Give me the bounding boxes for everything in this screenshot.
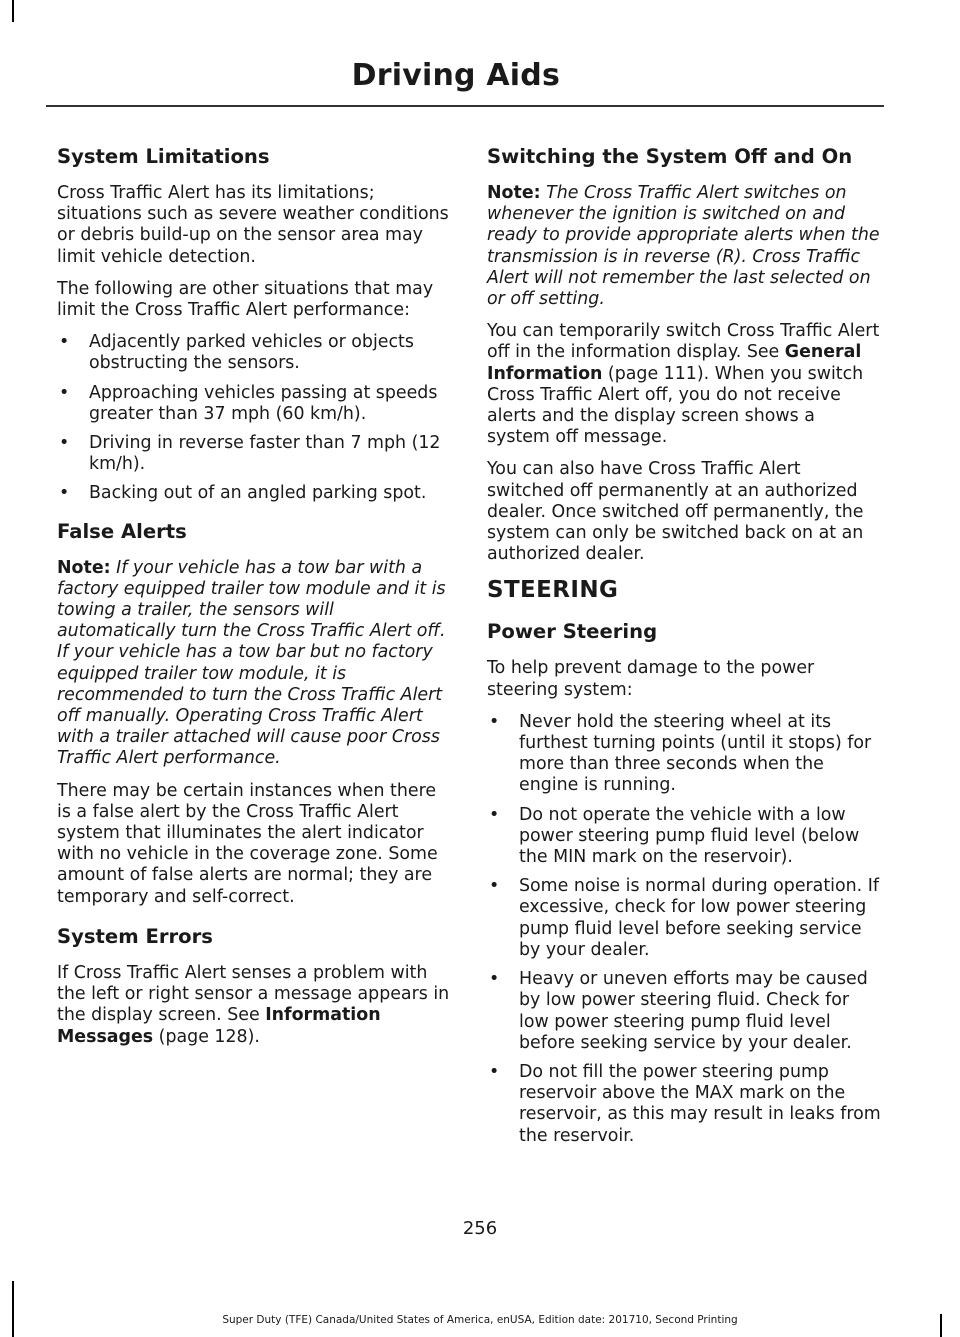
list-item: • Some noise is normal during operation. If excessive, check for low power steering pump fluid level before seeking service by your dealer. (487, 876, 882, 961)
right-column (487, 145, 882, 1156)
link-information-messages[interactable]: Information Messages (57, 1005, 381, 1047)
paragraph (57, 963, 452, 1048)
note-text: The Cross Traffic Alert switches on whenever the ignition is switched on and ready to provide appropriate alerts when the transmission is in reverse (R). Cross Traffic Alert will not remember the last selected on or off setting. (487, 183, 880, 310)
list-item: • Heavy or uneven efforts may be caused by low power steering fluid. Check for low power steering pump fluid level before seeking service by your dealer. (487, 969, 882, 1054)
note-label: Note: (487, 183, 541, 203)
paragraph: Cross Traffic Alert has its limitations; situations such as severe weather conditions or debris build-up on the sensor area may limit vehicle detection. (57, 183, 449, 267)
list-item: • Backing out of an angled parking spot. (57, 483, 452, 504)
paragraph: The following are other situations that may limit the Cross Traffic Alert performance: (57, 278, 434, 321)
crop-mark (12, 0, 14, 22)
paragraph: To help prevent damage to the power steering system: (487, 658, 815, 700)
left-column (57, 145, 452, 1059)
paragraph-text: (page 111). When you switch Cross Traffic Alert off, you do not receive alerts and the display screen shows a system off message. (487, 363, 864, 448)
paragraph: There may be certain instances when there is a false alert by the Cross Traffic Alert system that illuminates the alert indicator with no vehicle in the coverage zone. Some amount of false alerts are normal; they are temporary and self-correct. (57, 780, 438, 907)
section-title-steering: STEERING (487, 577, 619, 604)
paragraph-text: If Cross Traffic Alert senses a problem with the left or right sensor a message appears in the display screen. See (57, 962, 450, 1026)
paragraph: You can also have Cross Traffic Alert switched off permanently at an authorized dealer. Once switched off permanently, the system can only be switched back on at an authorized dealer. (487, 459, 864, 565)
bullet-list (487, 712, 882, 1147)
heading-switching-system: Switching the System Off and On (487, 145, 853, 168)
paragraph (487, 321, 882, 448)
list-item: • Driving in reverse faster than 7 mph (12 km/h). (57, 433, 452, 475)
heading-system-limitations: System Limitations (57, 145, 270, 168)
header-divider (46, 105, 884, 107)
note-text: If your vehicle has a tow bar with a factory equipped trailer tow module and it is towing a trailer, the sensors will automatically turn the Cross Traffic Alert off. If your vehicle has a tow bar but no factory equipped trailer tow module, it is recommended to turn the Cross Traffic Alert off manually. Operating Cross Traffic Alert with a trailer attached will cause poor Cross Traffic Alert performance. (57, 557, 446, 769)
bullet-list (57, 332, 452, 504)
note (487, 183, 882, 310)
list-item: • Do not operate the vehicle with a low power steering pump fluid level (below the MIN mark on the reservoir). (487, 805, 882, 869)
page-number: 256 (462, 1218, 498, 1239)
footer-text: Super Duty (TFE) Canada/United States of America, enUSA, Edition date: 201710, Second Printing (222, 1314, 738, 1326)
list-item: • Approaching vehicles passing at speeds greater than 37 mph (60 km/h). (57, 383, 452, 425)
crop-mark (12, 1281, 14, 1337)
note-label: Note: (57, 557, 111, 578)
list-item: • Never hold the steering wheel at its furthest turning points (until it stops) for more than three seconds when the engine is running. (487, 712, 882, 797)
list-item: • Do not fill the power steering pump reservoir above the MAX mark on the reservoir, as this may result in leaks from the reservoir. (487, 1062, 882, 1147)
heading-false-alerts: False Alerts (57, 519, 187, 543)
paragraph-text: (page 128). (153, 1026, 260, 1047)
heading-power-steering: Power Steering (487, 620, 658, 644)
heading-system-errors: System Errors (57, 924, 213, 948)
paragraph-text: You can temporarily switch Cross Traffic Alert off in the information display. See (487, 321, 880, 363)
list-item: • Adjacently parked vehicles or objects obstructing the sensors. (57, 332, 452, 374)
page-header-title: Driving Aids (351, 58, 560, 93)
note (57, 558, 452, 770)
link-general-information[interactable]: General Information (487, 342, 862, 384)
